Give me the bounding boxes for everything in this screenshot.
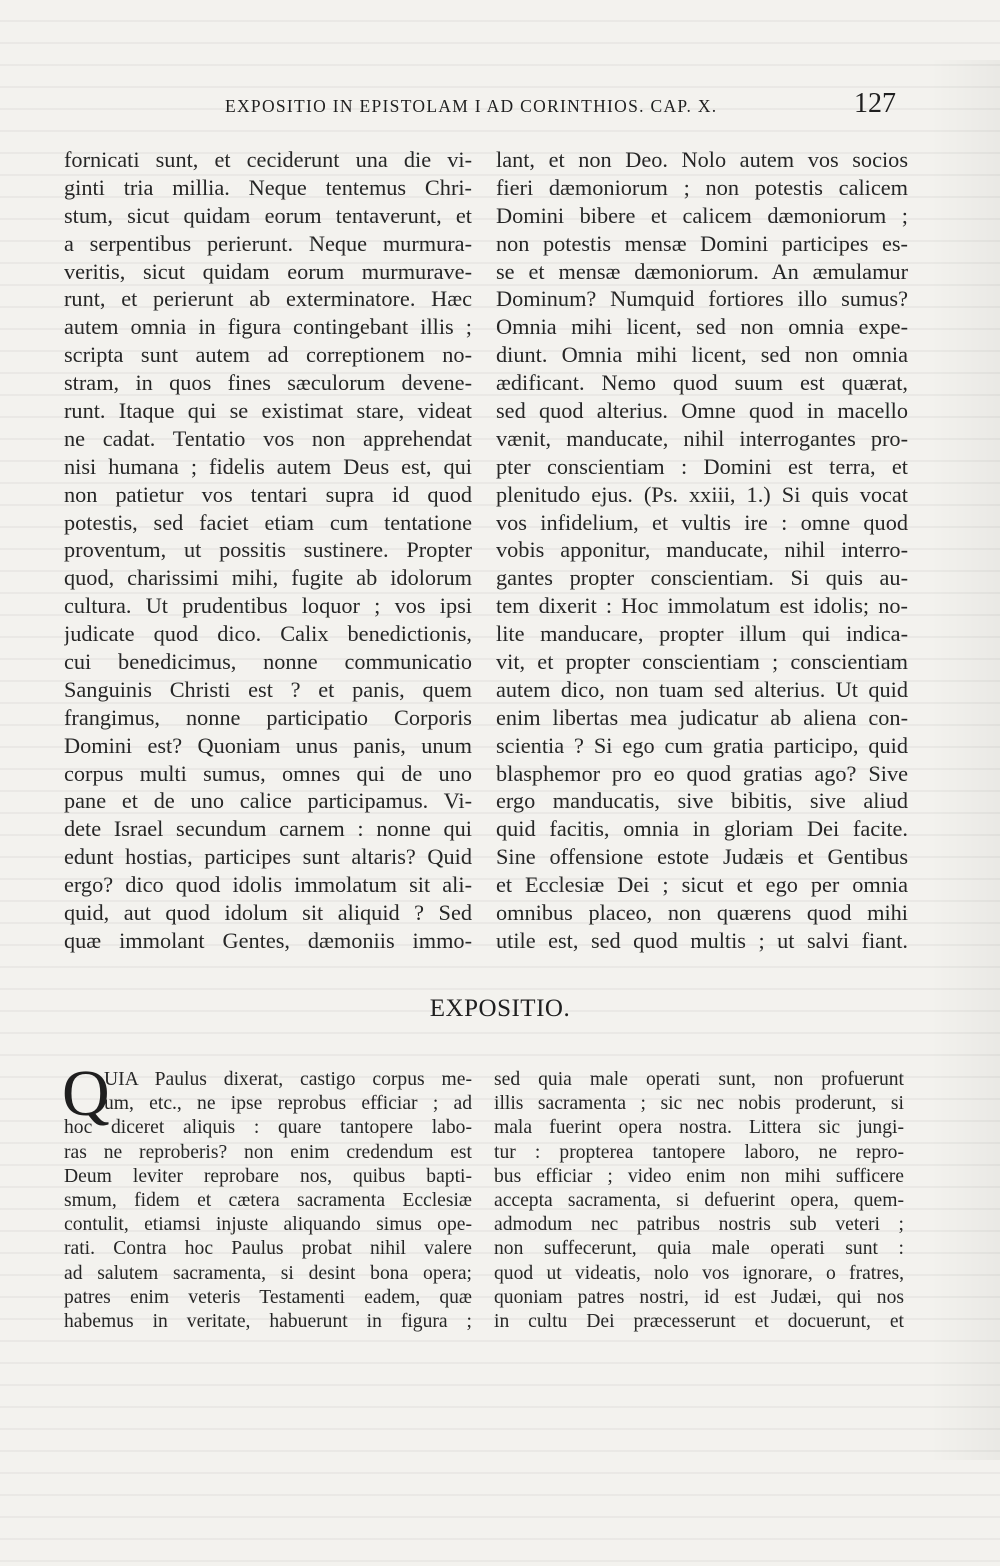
text-line: vit, et propter conscientiam ; conscientiam bbox=[496, 649, 908, 675]
text-line: hoc diceret aliquis : quare tantopere labo- bbox=[64, 1117, 472, 1139]
text-line: sed quia male operati sunt, non profuerunt bbox=[494, 1069, 904, 1090]
text-line: pter conscientiam : Domini est terra, et bbox=[496, 453, 908, 479]
text-line: UIA Paulus dixerat, castigo corpus me- bbox=[104, 1069, 472, 1090]
text-line: quæ immolant Gentes, dæmoniis immo- bbox=[64, 927, 472, 953]
text-line: non potestis mensæ Domini participes es- bbox=[496, 230, 908, 256]
text-line: dete Israel secundum carnem : nonne qui bbox=[64, 816, 472, 842]
text-line: Dominum? Numquid fortiores illo sumus? bbox=[496, 286, 908, 312]
text-line: smum, fidem et cætera sacramenta Ecclesiæ bbox=[64, 1189, 472, 1211]
text-line: bus efficiar ; video enim non mihi sufficere bbox=[494, 1165, 904, 1187]
text-line: omnibus placeo, non quærens quod mihi bbox=[496, 900, 908, 926]
text-line: Sanguinis Christi est ? et panis, quem bbox=[64, 676, 472, 702]
text-column-bottom-left bbox=[62, 1057, 472, 1334]
text-line: tur : propterea tantopere laboro, ne repro- bbox=[494, 1141, 904, 1163]
text-column-top-right bbox=[496, 146, 908, 955]
text-line: nisi humana ; fidelis autem Deus est, qui bbox=[64, 453, 472, 479]
text-line: enim libertas mea judicatur ab aliena con- bbox=[496, 704, 908, 730]
text-line: Deum leviter reprobare nos, quibus bapti- bbox=[64, 1165, 472, 1187]
text-line: lant, et non Deo. Nolo autem vos socios bbox=[496, 147, 908, 172]
text-line: potestis, sed faciet etiam cum tentatione bbox=[64, 509, 472, 535]
section-heading: EXPOSITIO. bbox=[429, 995, 571, 1022]
text-line: lite manducare, propter illum qui indica- bbox=[496, 621, 908, 647]
text-line: ergo manducatis, sive bibitis, sive aliud bbox=[496, 788, 908, 814]
text-line: corpus multi sumus, omnes qui de uno bbox=[64, 760, 472, 786]
text-line: ad salutem sacramenta, si desint bona opera; bbox=[64, 1262, 472, 1284]
text-line: pane et de uno calice participamus. Vi- bbox=[64, 788, 472, 814]
text-line: quoniam patres nostri, id est Judæi, qui nos bbox=[494, 1286, 904, 1308]
text-line: quod, charissimi mihi, fugite ab idolorum bbox=[64, 565, 472, 591]
text-line: ergo? dico quod idolis immolatum sit ali- bbox=[64, 872, 472, 898]
text-line: frangimus, nonne participatio Corporis bbox=[64, 704, 472, 730]
text-line: Sine offensione estote Judæis et Gentibus bbox=[496, 844, 908, 870]
text-line: plenitudo ejus. (Ps. xxiii, 1.) Si quis vocat bbox=[496, 481, 908, 507]
text-line: cui benedicimus, nonne communicatio bbox=[64, 649, 472, 675]
text-line: autem omnia in figura contingebant illis ; bbox=[64, 314, 472, 340]
text-line: quid, aut quod idolum sit aliquid ? Sed bbox=[64, 900, 472, 926]
text-line: quod ut videatis, nolo vos ignorare, o fratres, bbox=[494, 1262, 904, 1284]
text-line: non patietur vos tentari supra id quod bbox=[64, 481, 472, 507]
text-line: sed quod alterius. Omne quod in macello bbox=[496, 398, 908, 424]
text-line: proventum, ut possitis sustinere. Propter bbox=[64, 537, 472, 563]
text-line: diunt. Omnia mihi licent, sed non omnia bbox=[496, 342, 908, 368]
text-line: scientia ? Si ego cum gratia participo, quid bbox=[496, 732, 908, 758]
text-line: a serpentibus perierunt. Neque murmura- bbox=[64, 230, 472, 256]
text-line: Domini est? Quoniam unus panis, unum bbox=[64, 732, 472, 758]
text-line: edunt hostias, participes sunt altaris? Quid bbox=[64, 844, 472, 870]
text-line: non suffecerunt, quia male operati sunt : bbox=[494, 1238, 904, 1260]
drop-cap: Q bbox=[62, 1057, 110, 1130]
text-line: illis sacramenta ; sic nec nobis proderunt, si bbox=[494, 1093, 904, 1115]
text-line: cultura. Ut prudentibus loquor ; vos ipsi bbox=[64, 593, 472, 619]
text-column-bottom-right bbox=[494, 1068, 904, 1334]
text-line: veritis, sicut quidam eorum murmurave- bbox=[64, 258, 472, 284]
text-line: habemus in veritate, habuerunt in figura ; bbox=[64, 1310, 472, 1332]
text-line: utile est, sed quod multis ; ut salvi fiant. bbox=[496, 927, 908, 953]
text-line: rati. Contra hoc Paulus probat nihil valere bbox=[64, 1238, 472, 1260]
text-line: Domini bibere et calicem dæmoniorum ; bbox=[496, 202, 908, 228]
text-line: runt. Itaque qui se existimat stare, videat bbox=[64, 398, 472, 424]
text-line: stram, in quos fines sæculorum devene- bbox=[64, 370, 472, 396]
text-line: ras ne reproberis? non enim credendum est bbox=[64, 1141, 472, 1163]
text-line: mala fuerint opera nostra. Littera sic jungi- bbox=[494, 1117, 904, 1139]
running-head bbox=[0, 88, 1000, 128]
text-line: blasphemor pro eo quod gratias ago? Sive bbox=[496, 760, 908, 786]
text-line: judicate quod dico. Calix benedictionis, bbox=[64, 621, 472, 647]
text-line: admodum nec patribus nostris sub veteri ; bbox=[494, 1214, 904, 1236]
text-line: fornicati sunt, et ceciderunt una die vi- bbox=[64, 147, 472, 172]
text-line: ædificant. Nemo quod suum est quærat, bbox=[496, 370, 908, 396]
text-line: in cultu Dei præcesserunt et docuerunt, et bbox=[494, 1310, 904, 1332]
page-number: 127 bbox=[854, 88, 896, 119]
text-column-top-left bbox=[64, 146, 472, 955]
text-line: se et mensæ dæmoniorum. An æmulamur bbox=[496, 258, 908, 284]
running-title: EXPOSITIO IN EPISTOLAM I AD CORINTHIOS. CAP. X. bbox=[225, 96, 718, 116]
text-line: gantes propter conscientiam. Si quis au- bbox=[496, 565, 908, 591]
text-line: accepta sacramenta, si defuerint opera, quem- bbox=[494, 1189, 904, 1211]
text-line: tem dixerit : Hoc immolatum est idolis; no- bbox=[496, 593, 908, 619]
text-line: stum, sicut quidam eorum tentaverunt, et bbox=[64, 202, 472, 228]
text-line: autem dico, non tuam sed alterius. Ut quid bbox=[496, 676, 908, 702]
text-line: quid facitis, omnia in gloriam Dei facite. bbox=[496, 816, 908, 842]
text-line: runt, et perierunt ab exterminatore. Hæc bbox=[64, 286, 472, 312]
text-line: fieri dæmoniorum ; non potestis calicem bbox=[496, 174, 908, 200]
text-line: et Ecclesiæ Dei ; sicut et ego per omnia bbox=[496, 872, 908, 898]
page-fold-shadow bbox=[930, 60, 1000, 1460]
text-line: vænit, manducate, nihil interrogantes pro- bbox=[496, 425, 908, 451]
text-line: ginti tria millia. Neque tentemus Chri- bbox=[64, 174, 472, 200]
text-line: vos infidelium, et vultis ire : omne quod bbox=[496, 509, 908, 535]
text-line: um, etc., ne ipse reprobus efficiar ; ad bbox=[104, 1093, 472, 1115]
text-line: Omnia mihi licent, sed non omnia expe- bbox=[496, 314, 908, 340]
text-line: patres enim veteris Testamenti eadem, quæ bbox=[64, 1286, 472, 1308]
text-line: ne cadat. Tentatio vos non apprehendat bbox=[64, 425, 472, 451]
text-line: scripta sunt autem ad correptionem no- bbox=[64, 342, 472, 368]
text-line: vobis apponitur, manducate, nihil interro- bbox=[496, 537, 908, 563]
text-line: contulit, etiamsi injuste aliquando simus ope- bbox=[64, 1214, 472, 1236]
